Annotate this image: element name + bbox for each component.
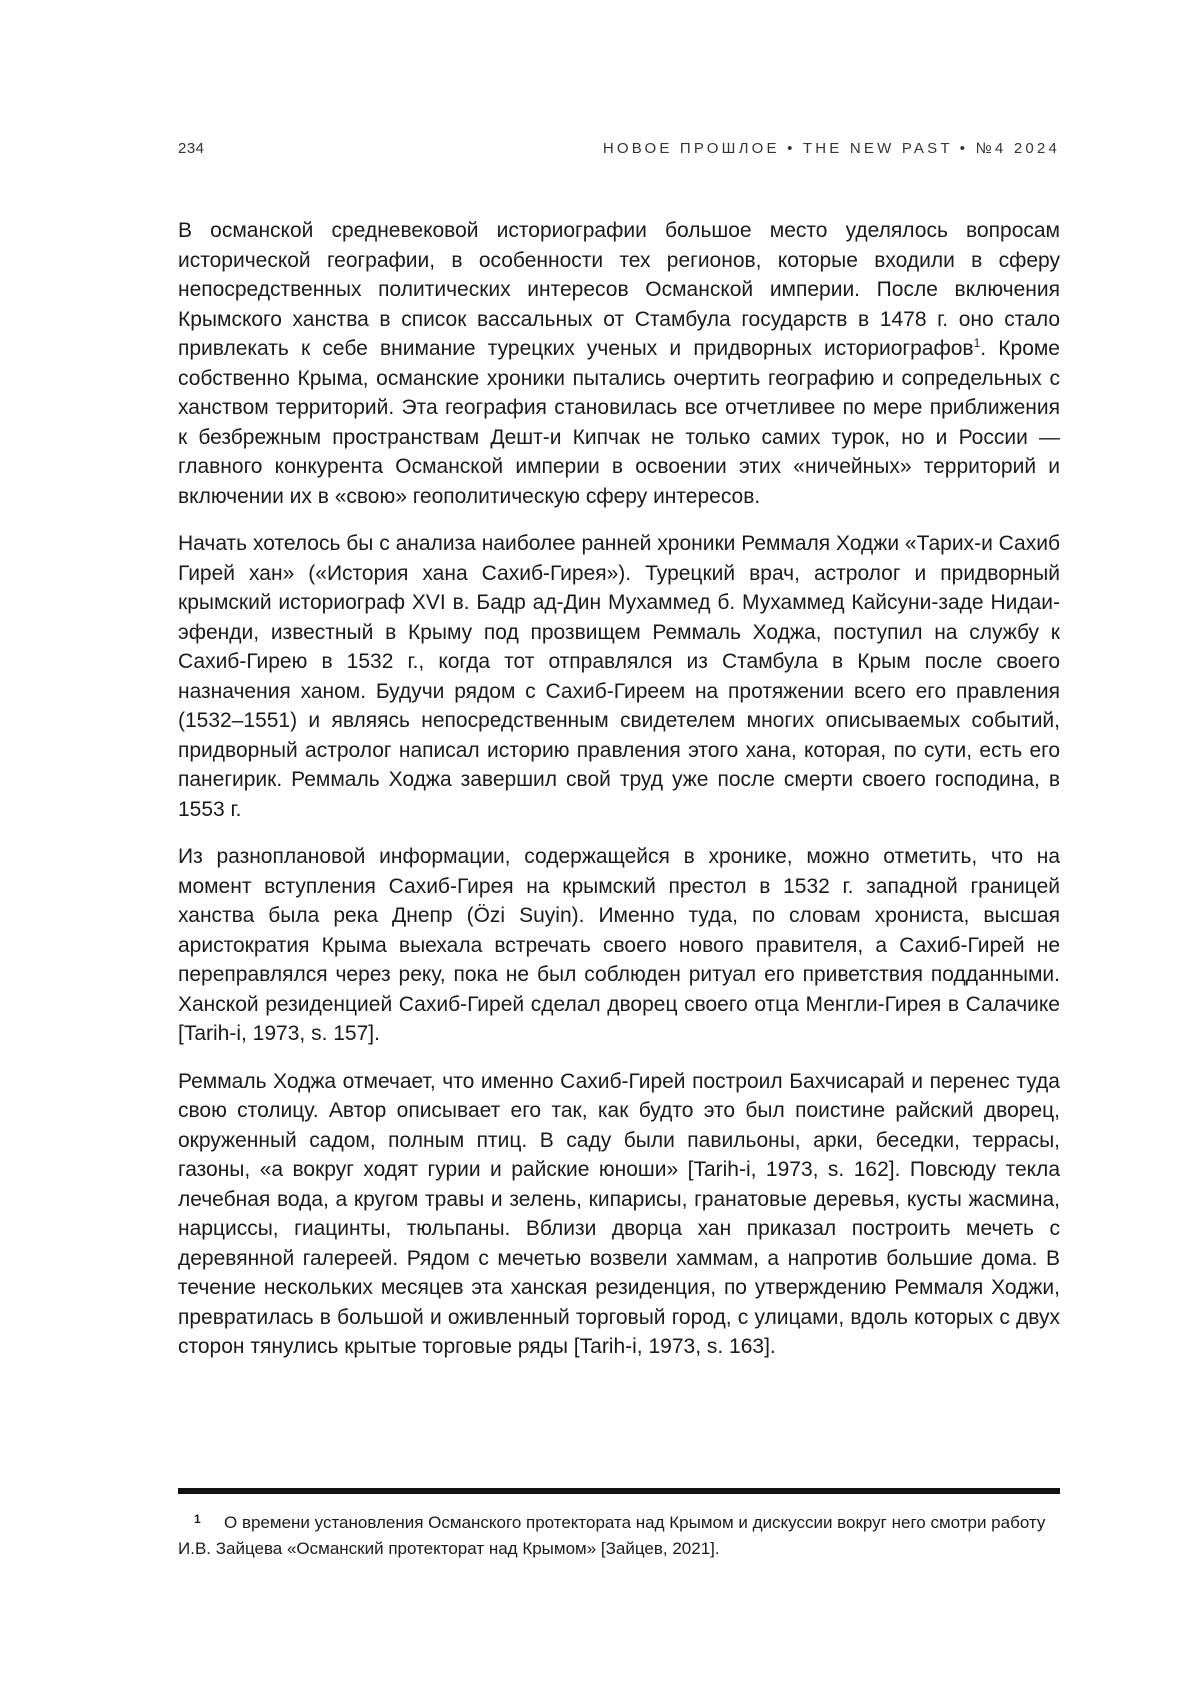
article-body: [178, 216, 1060, 1380]
paragraph-4: Реммаль Ходжа отмечает, что именно Сахиб-Гирей построил Бахчисарай и перенес туда свою столицу. Автор описывает его так, как будто это был поистине райский дворец, окруженный садом, полным птиц. В саду были павильоны, арки, беседки, террасы, газоны, «а вокруг ходят гурии и райские юноши» [Tarih-i, 1973, s. 162]. Повсюду текла лечебная вода, а кругом травы и зелень, кипарисы, гранатовые деревья, кусты жасмина, нарциссы, гиацинты, тюльпаны. Вблизи дворца хан приказал построить мечеть с деревянной галереей. Рядом с мечетью возвели хаммам, а напротив большие дома. В течение нескольких месяцев эта ханская резиденция, по утверждению Реммаля Ходжи, превратилась в большой и оживленный торговый город, с улицами, вдоль которых с двух сторон тянулись крытые торговые ряды [Tarih-i, 1973, s. 163].: [178, 1069, 1060, 1358]
journal-running-title: НОВОЕ ПРОШЛОЕ • THE NEW PAST • №4 2024: [602, 140, 1060, 157]
running-header: [178, 140, 1060, 160]
paragraph-1-text-before: В османской средневековой историографии большое место уделялось вопросам исторической географии, в особенности тех регионов, которые входили в сферу непосредственных политических интересов Османской империи. После включения Крымского ханства в список вассальных от Стамбула государств в 1478 г. оно стало привлекать к себе внимание турецких ученых и придворных историографов: [178, 219, 1060, 360]
paragraph-1: [178, 216, 1060, 511]
footnote-marker: 1: [194, 1512, 201, 1526]
paragraph-3: Из разноплановой информации, содержащейся в хронике, можно отметить, что на момент вступления Сахиб-Гирея на крымский престол в 1532 г. западной границей ханства была река Днепр (Özi Suyin). Именно туда, по словам хрониста, высшая аристократия Крыма выехала встречать своего нового правителя, а Сахиб-Гирей не переправлялся через реку, пока не был соблюден ритуал его приветствия подданными. Ханской резиденцией Сахиб-Гирей сделал дворец своего отца Менгли-Гирея в Салачике [Tarih-i, 1973, s. 157].: [178, 845, 1060, 1045]
footnote-divider: [178, 1488, 1060, 1494]
paragraph-1-text-after: . Кроме собственно Крыма, османские хроники пытались очертить географию и сопредельных с ханством территорий. Эта география становилась все отчетливее по мере приближения к безбрежным пространствам Дешт-и Кипчак не только самих турок, но и России — главного конкурента Османской империи в освоении этих «ничейных» территорий и включении их в «свою» геополитическую сферу интересов.: [178, 337, 1060, 508]
paragraph-2: Начать хотелось бы с анализа наиболее ранней хроники Реммаля Ходжи «Тарих-и Сахиб Гирей хан» («История хана Сахиб-Гирея»). Турецкий врач, астролог и придворный крымский историограф XVI в. Бадр ад-Дин Мухаммед б. Мухаммед Кайсуни-заде Нидаи-эфенди, известный в Крыму под прозвищем Реммаль Ходжа, поступил на службу к Сахиб-Гирею в 1532 г., когда тот отправлялся из Стамбула в Крым после своего назначения ханом. Будучи рядом с Сахиб-Гиреем на протяжении всего его правления (1532–1551) и являясь непосредственным свидетелем многих описываемых событий, придворный астролог написал историю правления этого хана, которая, по сути, есть его панегирик. Реммаль Ходжа завершил свой труд уже после смерти своего господина, в 1553 г.: [178, 532, 1060, 821]
footnote-text: О времени установления Османского протектората над Крымом и дискуссии вокруг него смотри работу И.В. Зайцева «Османский протекторат над Крымом» [Зайцев, 2021].: [178, 1513, 1046, 1558]
footnote: [178, 1510, 1060, 1562]
footnote-reference-1[interactable]: 1: [973, 336, 981, 350]
page-number: 234: [178, 140, 205, 157]
